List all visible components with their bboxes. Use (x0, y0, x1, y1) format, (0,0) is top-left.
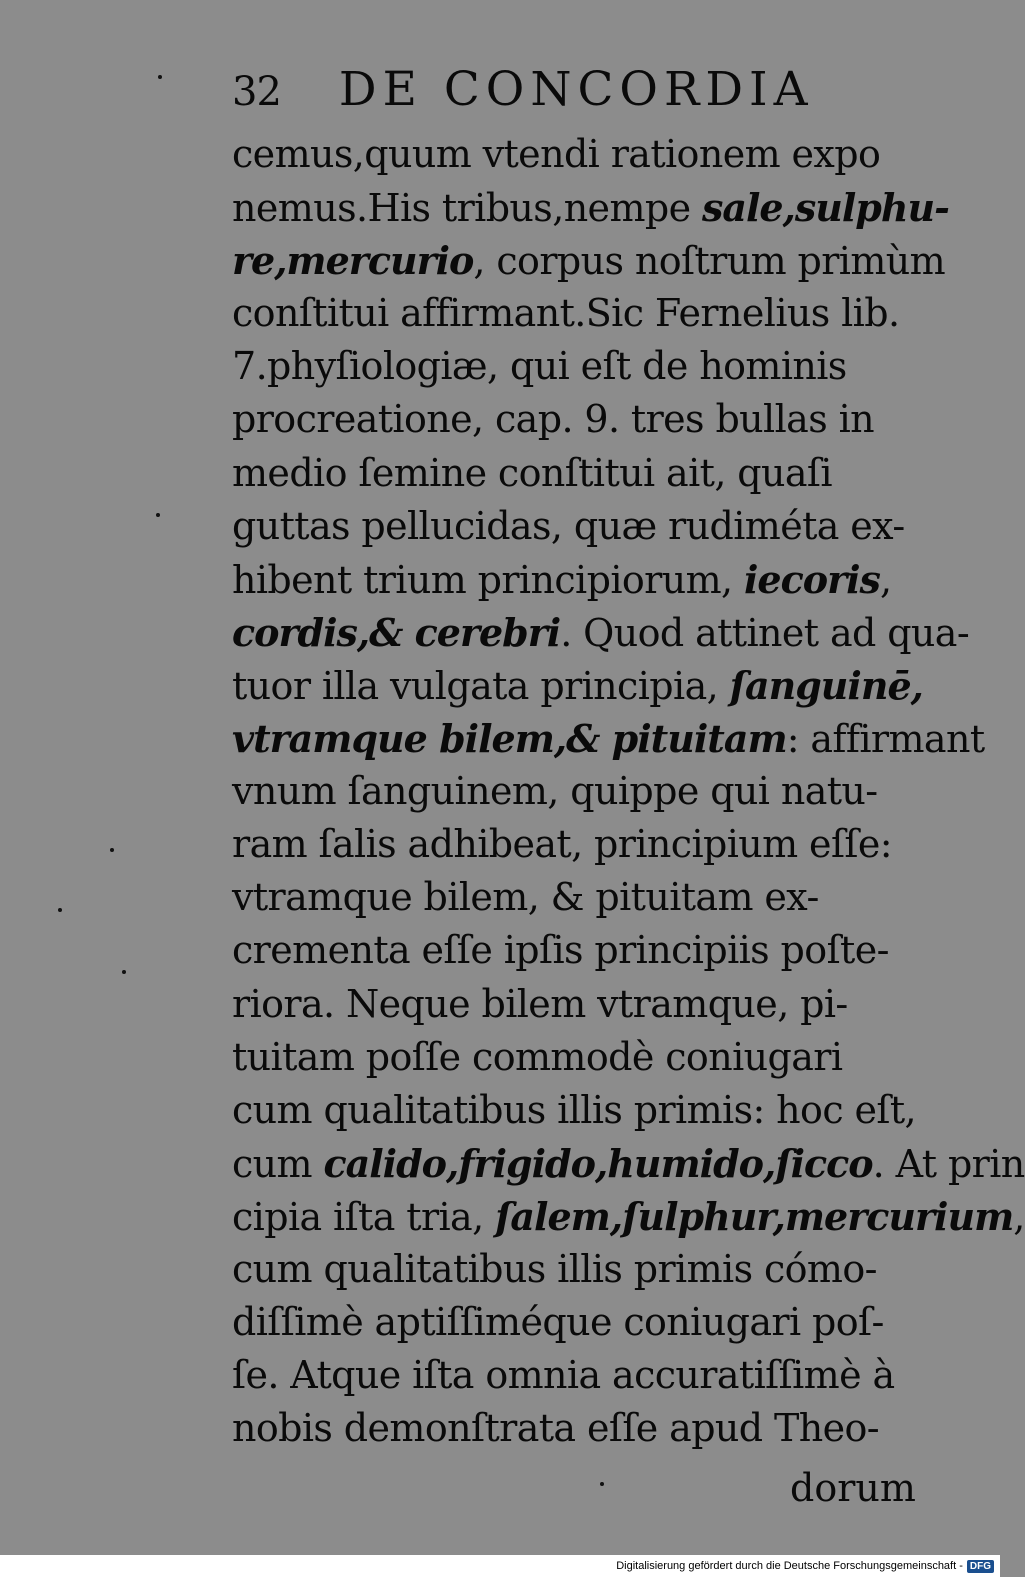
text-line: diſſimè aptiſſiméque coniugari poſ- (232, 1300, 884, 1345)
text-line: tuitam poſſe commodè coniugari (232, 1034, 843, 1079)
text-line: tuor illa vulgata principia, ſanguinē, (232, 662, 923, 708)
text-line: ſe. Atque iſta omnia accuratiſſimè à (232, 1353, 895, 1398)
text-line: medio ſemine conſtitui ait, quaſi (232, 450, 832, 495)
text-line: crementa eſſe ipſis principiis poſte- (232, 928, 889, 973)
text-line: procreatione, cap. 9. tres bullas in (232, 397, 875, 442)
scan-speck (600, 1482, 604, 1486)
text-line: riora. Neque bilem vtramque, pi- (232, 981, 848, 1026)
text-line: cipia iſta tria, ſalem,ſulphur,mercurium, (232, 1193, 1025, 1239)
funding-credit: Digitalisierung gefördert durch die Deutsche Forschungsgemeinschaft - (616, 1560, 963, 1572)
page-title: DE CONCORDIA (338, 62, 814, 117)
scan-speck (58, 908, 62, 912)
text-line: hibent trium principiorum, iecoris, (232, 556, 892, 602)
text-line: cum qualitatibus illis primis cómo- (232, 1246, 877, 1291)
text-line: nemus.His tribus,nempe sale,sulphu- (232, 185, 949, 231)
text-line: cemus,quum vtendi rationem expo (232, 132, 881, 176)
text-line: cum qualitatibus illis primis: hoc eſt, (232, 1087, 916, 1132)
text-line: ram ſalis adhibeat, principium eſſe: (232, 822, 892, 867)
scan-speck (156, 513, 160, 517)
text-line: nobis demonſtrata eſſe apud Theo- (232, 1406, 880, 1451)
body-text (232, 128, 1025, 1455)
scan-speck (158, 75, 162, 79)
text-line: re,mercurio, corpus noſtrum primùm (232, 238, 946, 284)
text-line: vtramque bilem, & pituitam ex- (232, 875, 819, 920)
page-number: 32 (232, 69, 281, 115)
text-line: guttas pellucidas, quæ rudiméta ex- (232, 503, 905, 548)
text-line: 7.phyſiologiæ, qui eſt de hominis (232, 344, 847, 389)
running-head (232, 62, 882, 122)
text-line: cum calido,frigido,humido,ſicco. At prin (232, 1140, 1025, 1186)
scan-speck (110, 848, 114, 852)
scan-speck (122, 970, 126, 974)
dfg-logo: DFG (967, 1560, 994, 1573)
text-line: conſtitui affirmant.Sic Fernelius lib. (232, 291, 900, 336)
digitization-footer (0, 1555, 1000, 1577)
text-line: vtramque bilem,& pituitam: affirmant (232, 716, 985, 762)
text-line: cordis,& cerebri. Quod attinet ad qua- (232, 609, 970, 655)
text-line: vnum ſanguinem, quippe qui natu- (232, 769, 878, 814)
catchword: dorum (790, 1466, 916, 1510)
